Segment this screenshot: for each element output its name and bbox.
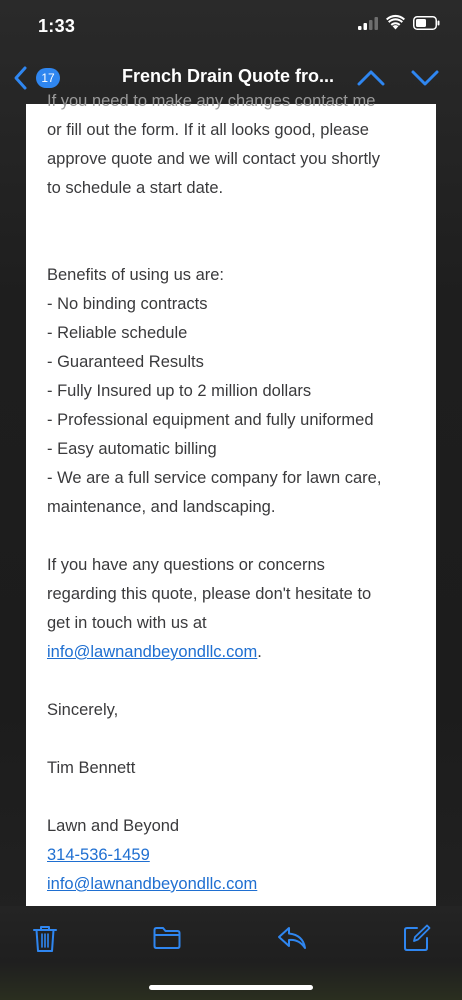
questions-line: regarding this quote, please don't hesitate to — [47, 585, 372, 603]
period: . — [257, 643, 262, 661]
chevron-left-icon — [10, 64, 32, 92]
footer-email-link[interactable]: info@lawnandbeyondllc.com — [47, 875, 258, 893]
status-time: 1:33 — [38, 16, 76, 36]
closing: Sincerely, — [47, 701, 119, 719]
spacer — [47, 667, 424, 696]
benefit-item-continued: maintenance, and landscaping. — [47, 498, 276, 516]
email-subject-title: French Drain Quote fro... — [122, 66, 335, 86]
questions-line: If you have any questions or concerns — [47, 556, 325, 574]
benefit-item: - Easy automatic billing — [47, 440, 217, 458]
benefit-item: - No binding contracts — [47, 295, 208, 313]
benefits-heading: Benefits of using us are: — [47, 266, 225, 284]
benefit-item: - Professional equipment and fully uniformed — [47, 411, 374, 429]
spacer — [47, 783, 424, 812]
unread-count-badge: 17 — [36, 68, 60, 88]
benefit-item: - Reliable schedule — [47, 324, 188, 342]
email-body[interactable] — [26, 92, 436, 906]
intro-line: approve quote and we will contact you shortly — [47, 150, 380, 168]
folder-icon[interactable] — [153, 926, 181, 950]
company-name: Lawn and Beyond — [47, 817, 180, 835]
contact-email-link[interactable]: info@lawnandbeyondllc.com — [47, 643, 258, 661]
intro-line: or fill out the form. If it all looks good, please — [47, 121, 369, 139]
email-content — [47, 87, 424, 899]
battery-icon — [413, 16, 440, 30]
benefit-item: - Guaranteed Results — [47, 353, 204, 371]
questions-email-line — [47, 638, 424, 667]
status-bar — [0, 0, 462, 54]
questions-line: get in touch with us at — [47, 614, 207, 632]
cellular-signal-icon — [358, 17, 378, 30]
trash-icon[interactable] — [32, 924, 58, 954]
spacer — [47, 725, 424, 754]
phone-line — [47, 841, 424, 870]
footer-email-line — [47, 870, 424, 899]
signer-name: Tim Bennett — [47, 759, 136, 777]
wifi-icon — [386, 16, 405, 30]
compose-icon[interactable] — [403, 924, 431, 952]
benefit-item: - Fully Insured up to 2 million dollars — [47, 382, 312, 400]
partial-line: If you need to make any changes contact me — [47, 92, 376, 110]
intro-line: to schedule a start date. — [47, 179, 224, 197]
status-icons — [358, 16, 440, 30]
phone-link[interactable]: 314-536-1459 — [47, 846, 150, 864]
reply-icon[interactable] — [277, 925, 307, 951]
benefit-item: - We are a full service company for lawn care, — [47, 469, 382, 487]
home-indicator[interactable] — [149, 985, 313, 990]
spacer — [47, 203, 424, 261]
spacer — [47, 522, 424, 551]
